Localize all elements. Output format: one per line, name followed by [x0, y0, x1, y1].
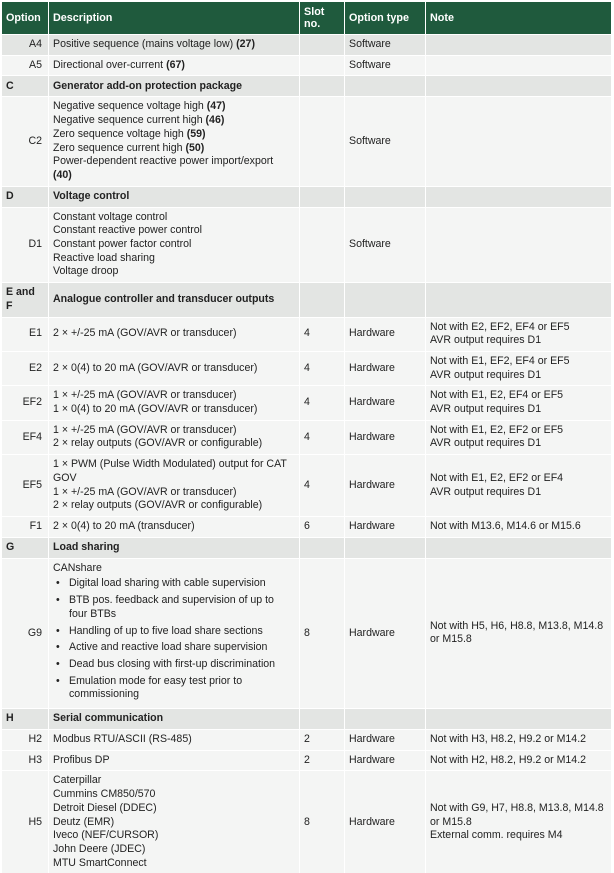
option-type: Hardware [345, 750, 426, 771]
note: Not with E1, E2, EF2 or EF4 AVR output requires D1 [426, 454, 612, 516]
option-type: Hardware [345, 729, 426, 750]
section-h [2, 708, 612, 729]
table-header-row [2, 2, 612, 34]
slot: 4 [300, 454, 345, 516]
section-title: Voltage control [49, 186, 300, 207]
row-d1 [2, 207, 612, 283]
slot: 4 [300, 420, 345, 454]
slot: 2 [300, 729, 345, 750]
list-item: • Digital load sharing with cable supervision [53, 577, 295, 591]
section-d [2, 186, 612, 207]
option-code: D1 [2, 207, 49, 283]
options-table [2, 2, 612, 873]
section-title: Serial communication [49, 708, 300, 729]
slot [300, 96, 345, 185]
note: Not with G9, H7, H8.8, M13.8, M14.8 or M15.8 External comm. requires M4 [426, 770, 612, 873]
row-h5 [2, 770, 612, 873]
header-description: Description [49, 2, 300, 34]
note [426, 207, 612, 283]
header-type: Option type [345, 2, 426, 34]
slot: 4 [300, 351, 345, 385]
description: 2 × 0(4) to 20 mA (transducer) [49, 516, 300, 537]
list-item: • Dead bus closing with first-up discrimination [53, 658, 295, 672]
option-code: H5 [2, 770, 49, 873]
row-h3 [2, 750, 612, 771]
option-code: E1 [2, 317, 49, 351]
option-type: Hardware [345, 558, 426, 708]
option-code: H3 [2, 750, 49, 771]
option-type: Hardware [345, 351, 426, 385]
option-type: Software [345, 34, 426, 55]
slot [300, 207, 345, 283]
option-type: Software [345, 207, 426, 283]
slot: 6 [300, 516, 345, 537]
note [426, 34, 612, 55]
row-f1 [2, 516, 612, 537]
description: Caterpillar Cummins CM850/570 Detroit Diesel (DDEC) Deutz (EMR) Iveco (NEF/CURSOR) John Deere (JDEC) MTU SmartConnect [49, 770, 300, 873]
description: 1 × +/-25 mA (GOV/AVR or transducer) 1 × 0(4) to 20 mA (GOV/AVR or transducer) [49, 385, 300, 419]
section-e-f [2, 282, 612, 316]
option-type: Hardware [345, 420, 426, 454]
slot: 8 [300, 770, 345, 873]
note: Not with H3, H8.2, H9.2 or M14.2 [426, 729, 612, 750]
list-item: • Emulation mode for easy test prior to commissioning [53, 675, 295, 702]
note: Not with H2, H8.2, H9.2 or M14.2 [426, 750, 612, 771]
note: Not with E2, EF2, EF4 or EF5 AVR output requires D1 [426, 317, 612, 351]
option-type: Hardware [345, 385, 426, 419]
row-ef5 [2, 454, 612, 516]
section-g [2, 537, 612, 558]
option-code: EF2 [2, 385, 49, 419]
section-code: H [2, 708, 49, 729]
description: Directional over-current (67) [49, 55, 300, 76]
ansi-code: (27) [236, 38, 255, 50]
slot [300, 55, 345, 76]
option-type: Hardware [345, 516, 426, 537]
header-slot: Slot no. [300, 2, 345, 34]
option-type: Hardware [345, 317, 426, 351]
option-code: A5 [2, 55, 49, 76]
row-e1 [2, 317, 612, 351]
description: 1 × +/-25 mA (GOV/AVR or transducer) 2 × relay outputs (GOV/AVR or configurable) [49, 420, 300, 454]
row-c2 [2, 96, 612, 185]
note: Not with E1, EF2, EF4 or EF5 AVR output requires D1 [426, 351, 612, 385]
section-code: E and F [2, 282, 49, 316]
row-e2 [2, 351, 612, 385]
list-item: • Handling of up to five load share sections [53, 625, 295, 639]
ansi-code: (67) [166, 58, 185, 71]
description: 2 × 0(4) to 20 mA (GOV/AVR or transducer) [49, 351, 300, 385]
option-code: G9 [2, 558, 49, 708]
description: Positive sequence (mains voltage low) (27) [49, 34, 300, 55]
option-type: Software [345, 96, 426, 185]
description: 1 × PWM (Pulse Width Modulated) output for CAT GOV 1 × +/-25 mA (GOV/AVR or transducer) 2 × relay outputs (GOV/AVR or configurable) [49, 454, 300, 516]
option-code: A4 [2, 34, 49, 55]
row-a5 [2, 55, 612, 76]
note: Not with M13.6, M14.6 or M15.6 [426, 516, 612, 537]
section-code: D [2, 186, 49, 207]
slot: 4 [300, 317, 345, 351]
feature-list [53, 577, 295, 702]
list-item: • BTB pos. feedback and supervision of up to four BTBs [53, 594, 295, 621]
header-note: Note [426, 2, 612, 34]
note [426, 96, 612, 185]
option-type: Software [345, 55, 426, 76]
row-h2 [2, 729, 612, 750]
note [426, 55, 612, 76]
section-title: Generator add-on protection package [49, 75, 300, 96]
description: Constant voltage control Constant reactive power control Constant power factor control Reactive load sharing Voltage droop [49, 207, 300, 283]
slot: 2 [300, 750, 345, 771]
option-code: EF5 [2, 454, 49, 516]
header-option: Option [2, 2, 49, 34]
option-code: C2 [2, 96, 49, 185]
section-c [2, 75, 612, 96]
note: Not with E1, E2, EF2 or EF5 AVR output requires D1 [426, 420, 612, 454]
slot: 4 [300, 385, 345, 419]
description: 2 × +/-25 mA (GOV/AVR or transducer) [49, 317, 300, 351]
description: Negative sequence voltage high (47) Negative sequence current high (46) Zero sequence voltage high (59) Zero sequence current high (50) Power-dependent reactive power import/export (40) [49, 96, 300, 185]
description: Profibus DP [49, 750, 300, 771]
row-ef2 [2, 385, 612, 419]
row-a4 [2, 34, 612, 55]
option-type: Hardware [345, 770, 426, 873]
option-type: Hardware [345, 454, 426, 516]
list-item: • Active and reactive load share supervision [53, 641, 295, 655]
row-ef4 [2, 420, 612, 454]
section-title: Load sharing [49, 537, 300, 558]
option-code: H2 [2, 729, 49, 750]
option-code: EF4 [2, 420, 49, 454]
description: CANshare • Digital load sharing with cable supervision • BTB pos. feedback and supervision of up to four BTBs • Handling of up to five load share sections • Active and reactive load share supervision • Dead bus closing with first-up discrimination • Emulation mode for easy test prior to commissioning [49, 558, 300, 708]
slot: 8 [300, 558, 345, 708]
row-g9 [2, 558, 612, 708]
section-code: G [2, 537, 49, 558]
slot [300, 34, 345, 55]
option-code: E2 [2, 351, 49, 385]
note: Not with E1, E2, EF4 or EF5 AVR output requires D1 [426, 385, 612, 419]
option-code: F1 [2, 516, 49, 537]
section-title: Analogue controller and transducer outputs [49, 282, 300, 316]
note: Not with H5, H6, H8.8, M13.8, M14.8 or M15.8 [426, 558, 612, 708]
section-code: C [2, 75, 49, 96]
description: Modbus RTU/ASCII (RS-485) [49, 729, 300, 750]
